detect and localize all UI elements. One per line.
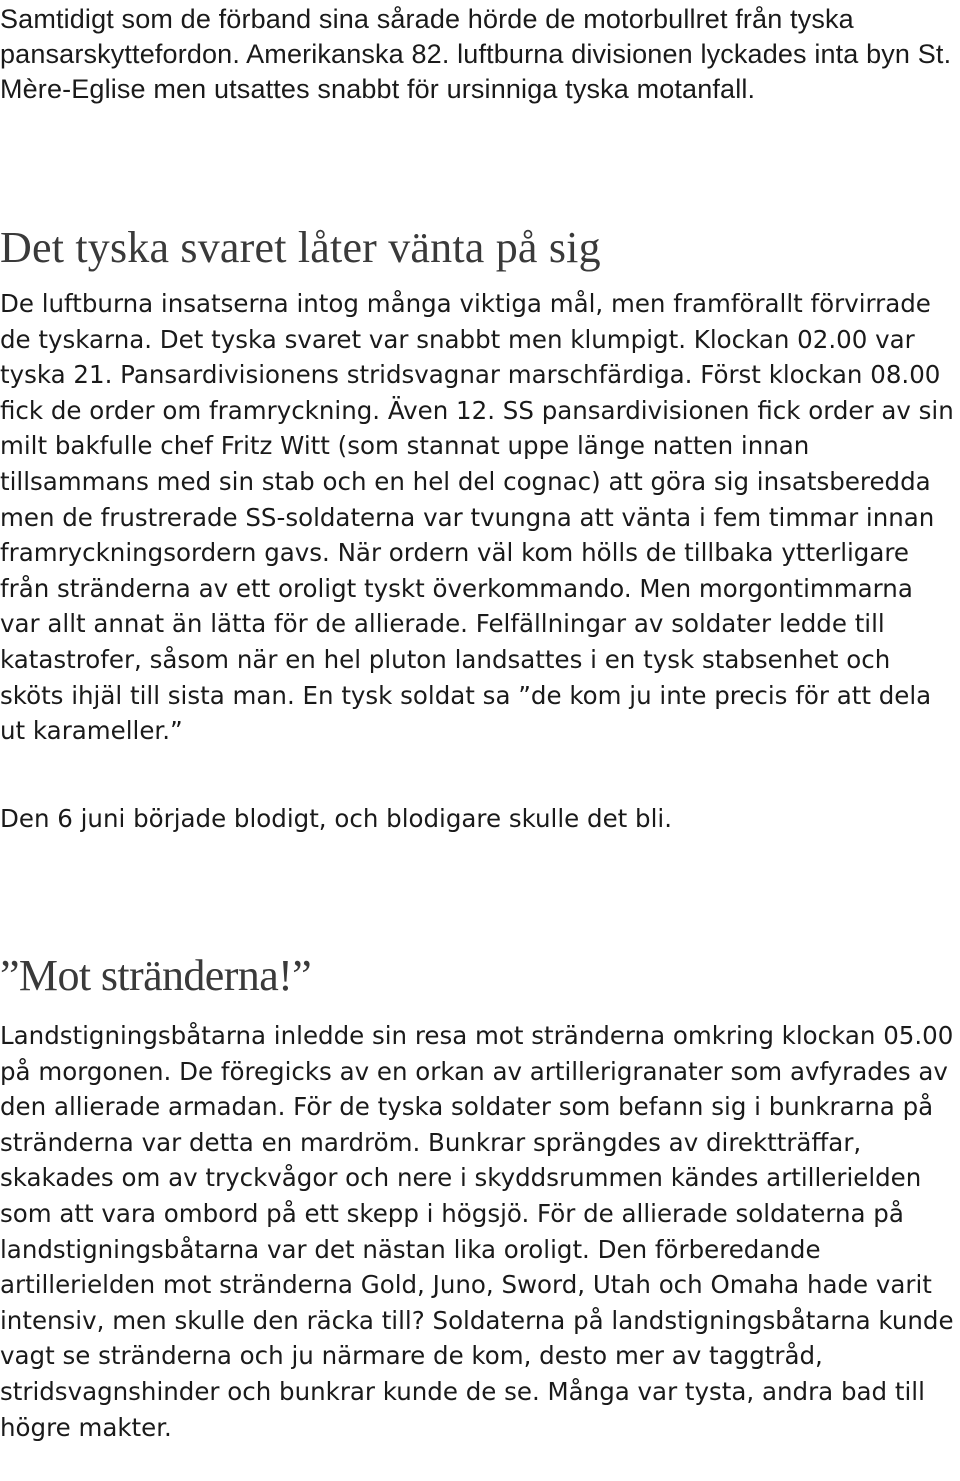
paragraph-german-response: De luftburna insatserna intog många viktiga mål, men framförallt förvirrade de tyskarna. Det tyska svaret var snabbt men klumpigt. Klockan 02.00 var tyska 21. Pansardivisionens stridsvagnar marschfärdiga. Först klockan 08.00 fick de order om framryckning. Även 12. SS pansardivisionen fick order av sin milt bakfulle chef Fritz Witt (som stannat uppe länge natten innan tillsammans med sin stab och en hel del cognac) att göra sig insatsberedda men de frustrerade SS-soldaterna var tvungna att vänta i fem timmar innan framryckningsordern gavs. När ordern väl kom hölls de tillbaka ytterligare från stränderna av ett oroligt tyskt överkommando. Men morgontimmarna var allt annat än lätta för de allierade. Felfällningar av soldater ledde till katastrofer, såsom när en hel pluton landsattes i en tysk stabsenhet och sköts ihjäl till sista man. En tysk soldat sa ”de kom ju inte precis för att dela ut karameller.” — [0, 289, 954, 746]
paragraph-june-6: Den 6 juni började blodigt, och blodigare skulle det bli. — [0, 804, 672, 833]
intro-paragraph: Samtidigt som de förband sina sårade hörde de motorbullret från tyska pansarskyttefordon. Amerikanska 82. luftburna divisionen lyckades inta byn St. Mère-Eglise men utsattes snabbt för ursinniga tyska motanfall. — [0, 4, 952, 104]
section-heading-to-the-beaches: ”Mot stränderna!” — [0, 951, 312, 1000]
paragraph-landing-craft: Landstigningsbåtarna inledde sin resa mot stränderna omkring klockan 05.00 på morgonen. De föregicks av en orkan av artillerigranater som avfyrades av den allierade armadan. För de tyska soldater som befann sig i bunkrarna på stränderna var detta en mardröm. Bunkrar sprängdes av direktträffar, skakades om av tryckvågor och nere i skyddsrummen kändes artillerielden som att vara ombord på ett skepp i högsjö. För de allierade soldaterna på landstigningsbåtarna var det nästan lika oroligt. Den förberedande artillerielden mot stränderna Gold, Juno, Sword, Utah och Omaha hade varit intensiv, men skulle den räcka till? Soldaterna på landstigningsbåtarna kunde vagt se stränderna och ju närmare de kom, desto mer av taggtråd, stridsvagnshinder och bunkrar kunde de se. Många var tysta, andra bad till högre makter. — [0, 1021, 954, 1442]
section-heading-german-response: Det tyska svaret låter vänta på sig — [0, 223, 601, 272]
